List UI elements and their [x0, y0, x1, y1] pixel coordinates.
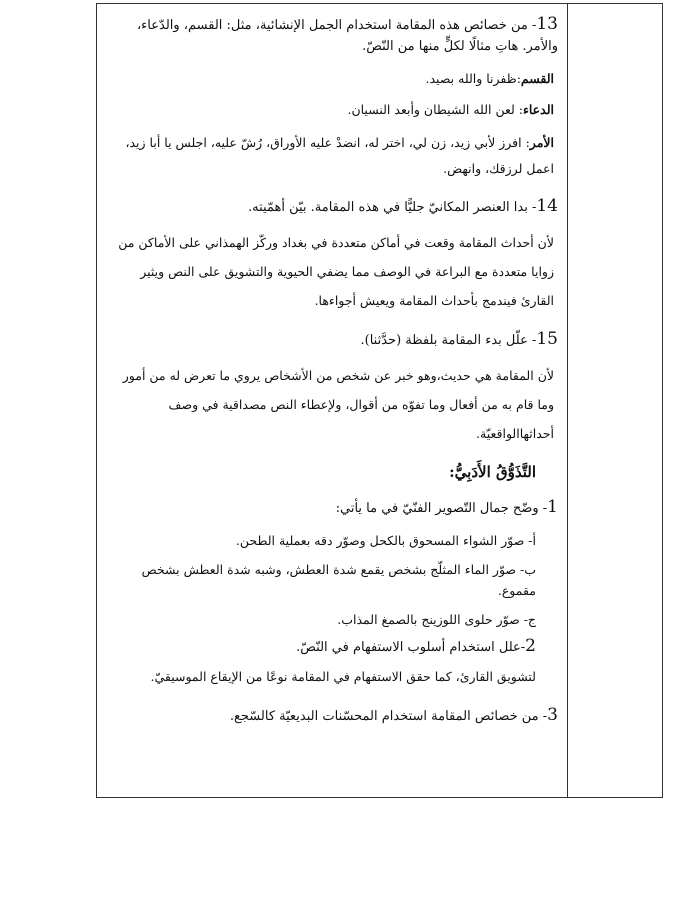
- prayer-text: : لعن الله الشيطان وأبعد النسيان.: [347, 102, 523, 117]
- literary-section: [106, 462, 558, 727]
- question-number: 3: [547, 705, 558, 725]
- answer-text: لأن المقامة هي حديث،وهو خبر عن شخص من الأشخاص يروي ما تعرض له من أمور وما قام به من أفعال وما تفوّه من أقوال، ولإعطاء النص مصداقية في وصف أحداثهاالواقعيّة.: [122, 368, 554, 441]
- list-item: ب- صوّر الماء المثلّج بشخص يقمع شدة العطش، وشبه شدة العطش بشخص مقموع.: [141, 562, 536, 598]
- question-14: [106, 196, 558, 315]
- oath-example: [106, 68, 554, 89]
- main-content: [106, 12, 558, 727]
- answer-text: لتشويق القارئ، كما حقق الاستفهام في المقامة نوعًا من الإيقاع الموسيقيّ.: [150, 669, 536, 684]
- question-number: 13: [536, 14, 558, 34]
- command-label: الأمر: [529, 135, 554, 150]
- list-item: ج- صوّر حلوى اللوزينج بالصمغ المذاب.: [337, 612, 536, 627]
- question-13: [106, 14, 558, 182]
- question-text: - علّل بدء المقامة بلفظة (حدَّثنا).: [360, 333, 537, 348]
- question-number: 15: [536, 329, 558, 349]
- question-text: - من خصائص المقامة استخدام المحسّنات البديعيّة كالسّجع.: [229, 709, 548, 724]
- command-example: [106, 130, 554, 182]
- question-number: 1: [547, 497, 558, 517]
- question-number: 2: [525, 636, 536, 656]
- section-title: التَّذَوُّقُ الأَدَبِيُّ:: [449, 463, 536, 481]
- answer-text: لأن أحداث المقامة وقعت في أماكن متعددة في بغداد وركّز الهمذاني على الأماكن من زوايا متعددة مع البراعة في الوصف مما يضفي الحيوية والتشويق على النص ويثير القارئ فيندمج بأحداث المقامة ويعيش أجواءها.: [118, 235, 554, 308]
- list-item: أ- صوّر الشواء المسحوق بالكحل وصوّر دقه بعملية الطحن.: [235, 533, 536, 548]
- prayer-label: الدعاء: [523, 102, 554, 117]
- question-text: - من خصائص هذه المقامة استخدام الجمل الإنشائية، مثل: القسم، والدّعاء، والأمر. هاتِ مثالًا لكلٍّ منها من النّصّ.: [136, 18, 558, 54]
- question-text: - بدا العنصر المكانيّ جليًّا في هذه المقامة. بيّن أهمّيته.: [248, 200, 537, 215]
- question-text: -علل استخدام أسلوب الاستفهام في النّصّ.: [296, 640, 526, 655]
- question-text: - وضّح جمال التّصوير الفنّيّ في ما يأتي:: [335, 501, 548, 516]
- command-text: : افرز لأبي زيد، زن لي، اختر له، انضدْ عليه الأوراق، رُشّ عليه، اجلس يا أبا زيد، اعمل لرزقك، وانهض.: [125, 135, 554, 176]
- prayer-example: [106, 99, 554, 120]
- question-15: [106, 329, 558, 448]
- column-divider: [567, 3, 568, 798]
- question-number: 14: [536, 196, 558, 216]
- oath-text: :ظفرنا والله بصيد.: [425, 71, 521, 86]
- oath-label: القسم: [520, 71, 554, 86]
